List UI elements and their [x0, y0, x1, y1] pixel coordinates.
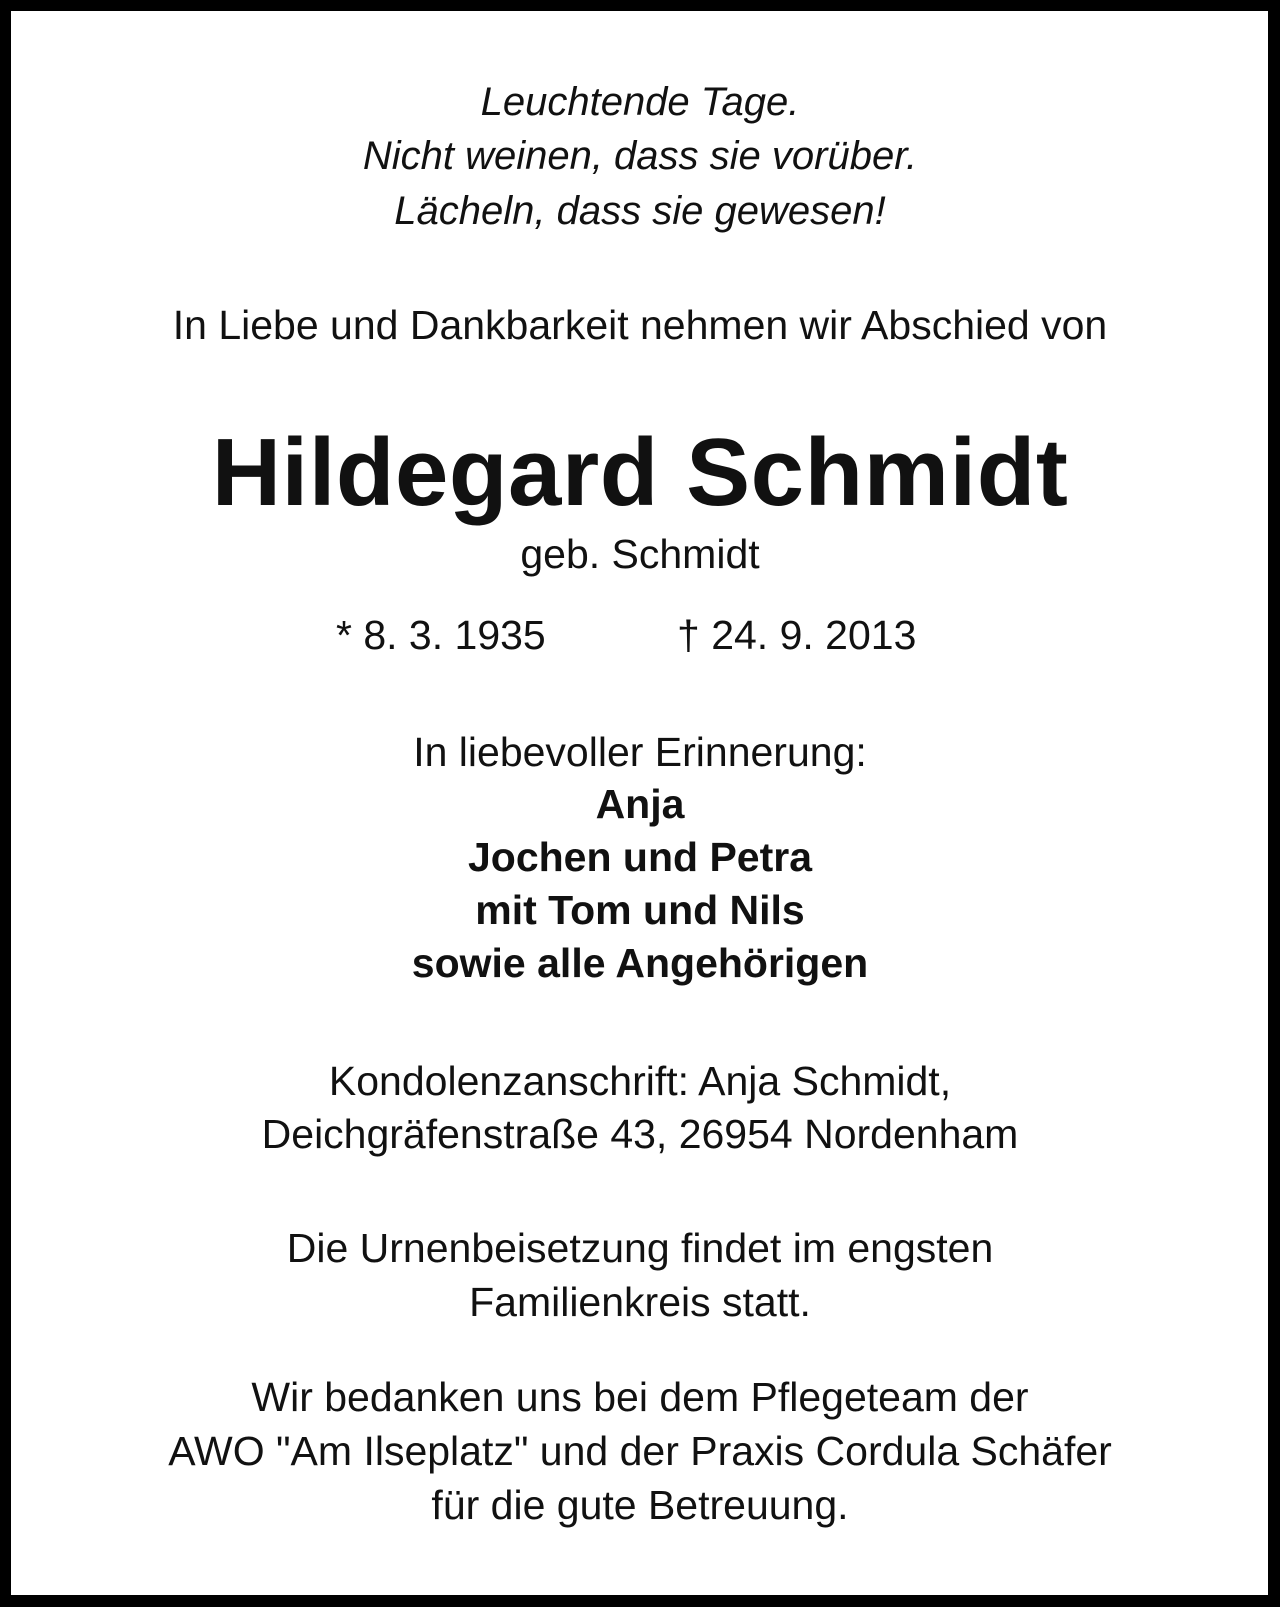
birth-date: * 8. 3. 1935: [336, 612, 546, 658]
thanks-line-3: für die gute Betreuung.: [431, 1482, 849, 1528]
condolence-address-line-2: Deichgräfenstraße 43, 26954 Nordenham: [261, 1111, 1019, 1157]
mourner-name: Jochen und Petra: [467, 834, 812, 880]
deceased-name: Hildegard Schmidt: [211, 419, 1069, 526]
burial-note-line-2: Familienkreis statt.: [469, 1279, 811, 1325]
death-date: † 24. 9. 2013: [677, 612, 917, 658]
mourners-heading: In liebevoller Erinnerung:: [413, 729, 867, 775]
mourner-name: Anja: [595, 781, 685, 827]
burial-note-line-1: Die Urnenbeisetzung findet im engsten: [286, 1225, 994, 1271]
thanks-line-2: AWO "Am Ilseplatz" und der Praxis Cordula Schäfer: [168, 1428, 1112, 1474]
intro-text: In Liebe und Dankbarkeit nehmen wir Abschied von: [172, 302, 1108, 348]
motto-line-3: Lächeln, dass sie gewesen!: [394, 189, 886, 233]
motto-line-1: Leuchtende Tage.: [480, 80, 800, 124]
birth-name: geb. Schmidt: [520, 531, 760, 577]
motto-line-2: Nicht weinen, dass sie vorüber.: [362, 134, 918, 178]
mourner-name: mit Tom und Nils: [475, 887, 805, 933]
condolence-address-line-1: Kondolenzanschrift: Anja Schmidt,: [328, 1058, 952, 1104]
mourner-name: sowie alle Angehörigen: [411, 940, 869, 986]
thanks-line-1: Wir bedanken uns bei dem Pflegeteam der: [251, 1374, 1029, 1420]
